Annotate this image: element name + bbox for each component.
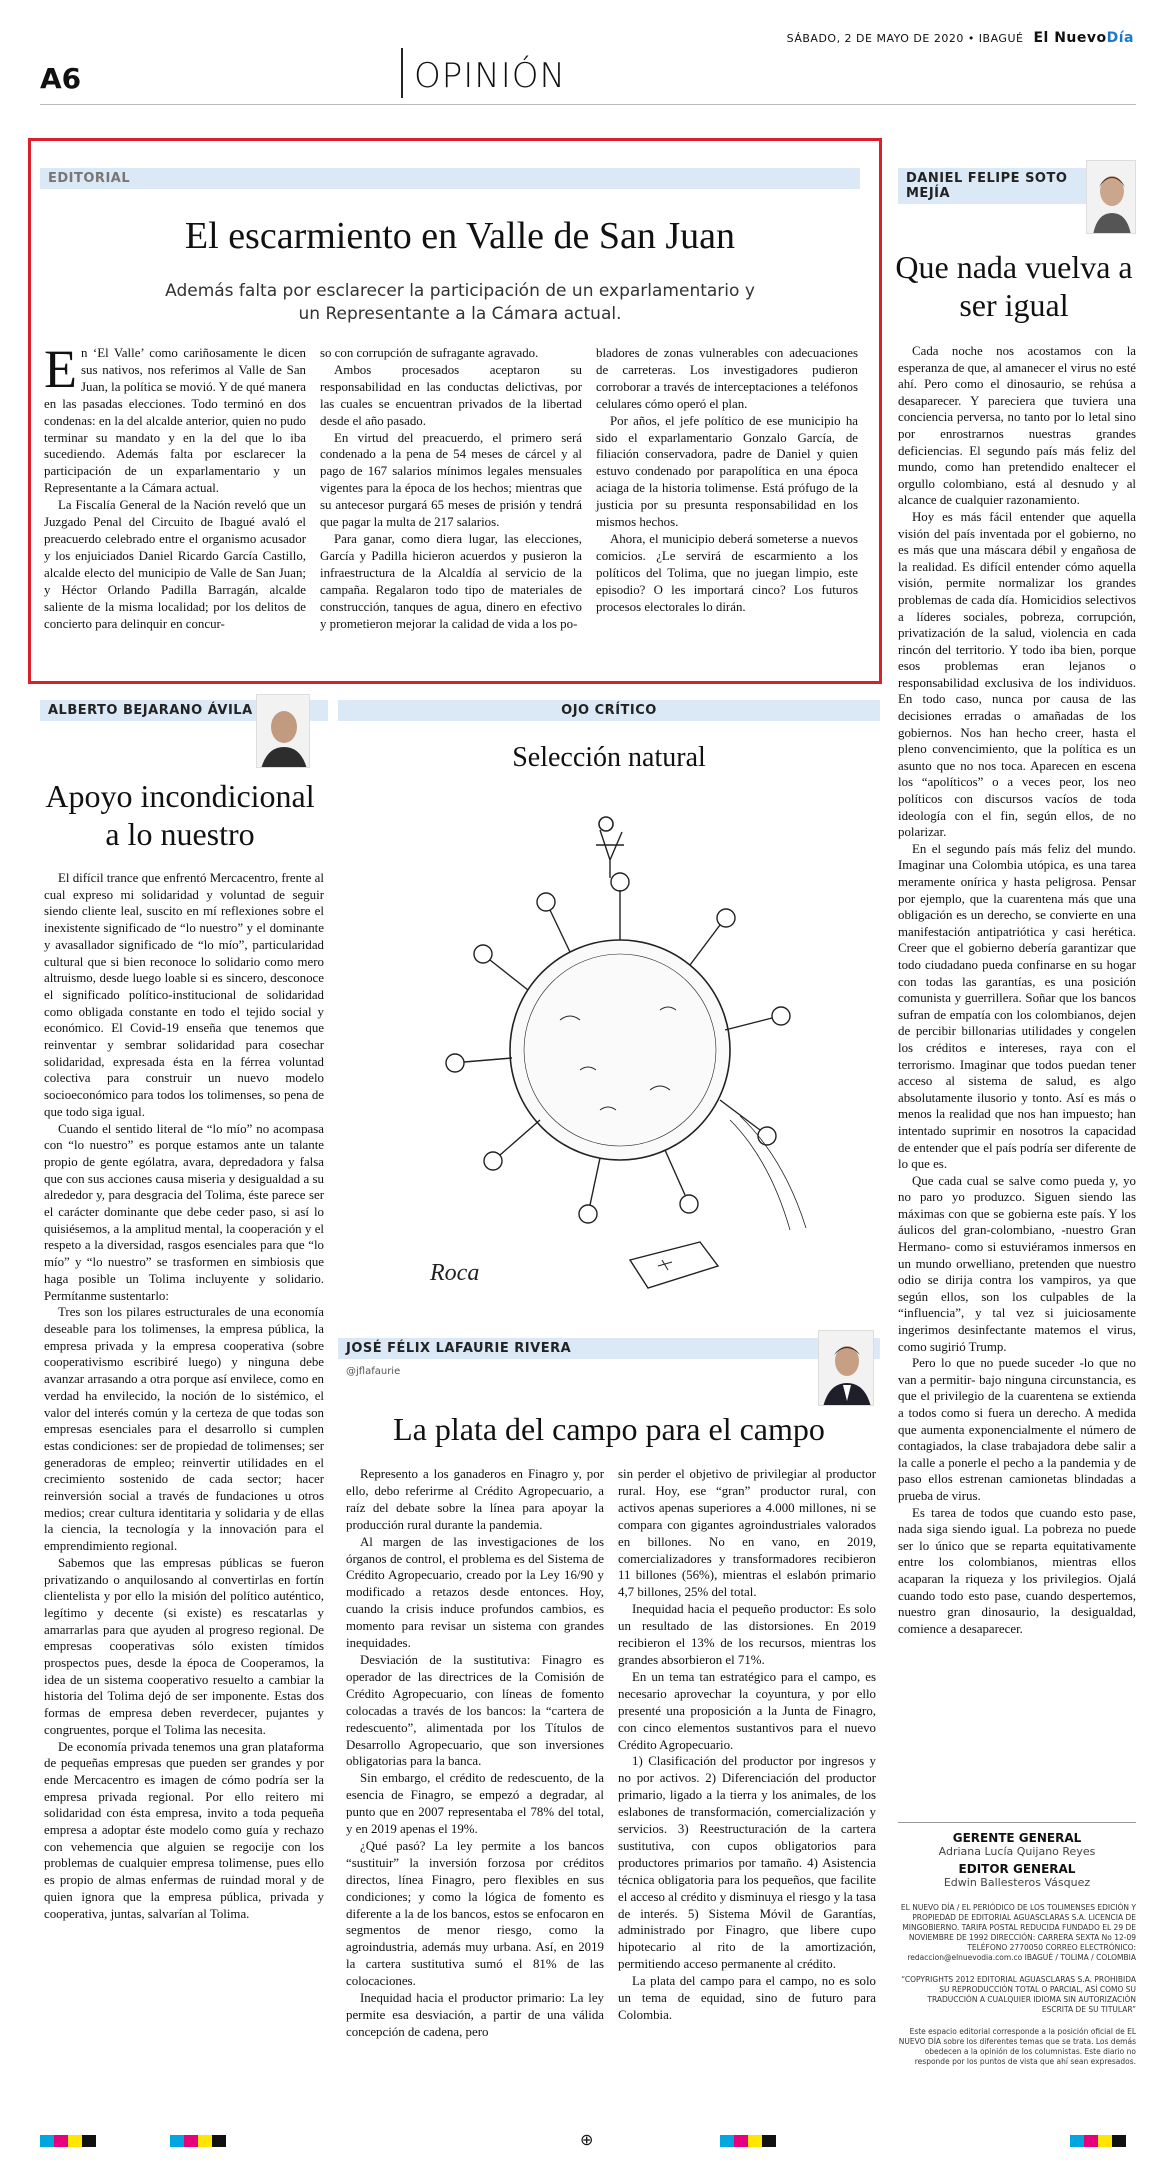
column-headline-soto: Que nada vuelva a ser igual (895, 249, 1133, 323)
author-label-bejarano: ALBERTO BEJARANO ÁVILA (40, 700, 328, 721)
author-label-lafaurie: JOSÉ FÉLIX LAFAURIE RIVERA (338, 1338, 880, 1359)
editorial-paragraph: En ‘El Valle’ como cariñosamente le dicen sus nativos, nos referimos al Valle de San Juan, la política se movió. Y de qué manera en las pasadas elecciones. Todo terminó en dos condenas: en la del alcalde anterior, quien no pudo terminar su mandato y en la del que lo iba sucediendo. Además falta por esclarecer la participación de un exparlamentario y un Representante a la Cámara actual. (44, 339, 306, 496)
column-paragraph: Hoy es más fácil entender que aquella visión del país inventada por el gobierno, no es más que una máscara débil y engañosa de la realidad. Es difícil entender cómo aquella visión, permite normalizar los grandes problemas de cada día. Homicidios selectivos a líderes sociales, pobreza, corrupción, privatización de la salud, violencia en cada rincón del territorio. Y todo iba bien, porque esos problemas eran lejanos o responsabilidad exclusiva de los individuos. En todo caso, nunca por causa de las decisiones erradas o amañadas de los gobiernos. Nos han hecho creer, hasta el pleno convencimiento, que la política es un asunto que no nos toca. Aparecen en escena los “apolíticos” o a veces peor, los neo políticos con discursos vacíos de toda ideología con el fin, según ellos, de no polarizar. (898, 509, 1136, 840)
author-portrait (818, 1330, 874, 1406)
column-paragraph: Tres son los pilares estructurales de una economía deseable para los tolimenses, la empresa pública, la empresa privada y la empresa cooperativa (sobre cooperativismo escribiré luego) y ninguna debe avanzar arrasando a otra porque así envilece, como en verdad ha envilecido, la noción de lo sistémico, el valor del interés común y la certeza de que todas son empresas esenciales para el desarrollo si cumplen estas condiciones: ser de propiedad de tolimenses; ser generadoras de empleo; reinvertir utilidades en el crecimiento sostenido de cada sector; hacer reinversión social a través de fundaciones u otros medios; crear cultura identitaria y solidaria y de ellas la ciencia, la tecnología y la innovación para el emprendimiento regional. (44, 1305, 324, 1554)
column-paragraph: El difícil trance que enfrentó Mercacentro, frente al cual expreso mi solidaridad y voluntad de seguir siendo cliente leal, suscito en mí reflexiones sobre el inexistente significado de “lo nuestro” y el dominante y avasallador significado de “lo mío”, particularidad cultural que si bien reconoce lo solidario como mero altruismo, desde luego loable si es sincero, desconoce el significado político-institucional de solidaridad como obligada constante en todo el tejido social y económico. El Covid-19 enseña que tenemos que reinventar y sembrar solidaridad para cosechar solidaridad, expresada ésta en la férrea voluntad colectiva para construir un nuevo modelo socioeconómico para todos los tolimenses, so pena de que todo siga igual. (44, 871, 324, 1119)
color-registration-bar (170, 2134, 226, 2152)
editorial-paragraph: Ahora, el municipio deberá someterse a nuevos comicios. ¿Le servirá de escarmiento a los políticos del Tolima, que no juegan limpio, este episodio? O les importará cinco? Los futuros procesos electorales lo dirán. (596, 531, 858, 614)
column-body-bejarano (44, 870, 324, 1922)
page-number: A6 (40, 62, 82, 95)
column-paragraph: Inequidad hacia el productor primario: La ley permite esa desviación, a partir de una válida concepción de cadena, pero (346, 1991, 604, 2039)
column-paragraph: ¿Qué pasó? La ley permite a los bancos “sustituir” la inversión forzosa por créditos directos, línea Finagro, pero flexibles en sus condiciones; y como la lógica de fomento es diferente a la de los bancos, estos se enfocaron en segmentos de menor riesgo, como la agroindustria, además muy urbana. Así, en 2019 la cartera sustitutiva sumó el 81% de las colocaciones. (346, 1838, 604, 1989)
editorial-column-3 (596, 345, 858, 616)
editorial-column-1 (44, 339, 306, 632)
column-paragraph: La plata del campo para el campo, no es solo un tema de equidad, sino de futuro para Colombia. (618, 1974, 876, 2022)
column-paragraph: Desviación de la sustitutiva: Finagro es operador de las directrices de la Comisión de Crédito Agropecuario, con líneas de fomento colocadas a través de los bancos: la “cartera de redescuento”, alimentada por los Títulos de Desarrollo Agropecuario, que son inversiones obligatorias para la banca. (346, 1652, 604, 1769)
color-registration-bar-right (1070, 2134, 1126, 2152)
color-registration-bar-left (40, 2134, 96, 2152)
column-paragraph: Es tarea de todos que cuando esto pase, nada siga siendo igual. La pobreza no puede ser lo único que se reparta equitativamente entre los colombianos, mientras ellos acaparan la riqueza y los privilegios. Ojalá cuando todo esto pase, cuando despertemos, nuestro gran dinosaurio, la desigualdad, comience a desaparecer. (898, 1505, 1136, 1636)
editorial-label: EDITORIAL (40, 168, 860, 189)
column-paragraph: Al margen de las investigaciones de los órganos de control, el problema es del Sistema de Crédito Agropecuario, creado por la Ley 16/90 y modificado a retazos desde entonces. Hoy, cuando la crisis induce profundos cambios, es momento para revisar un sistema con grandes inequidades. (346, 1534, 604, 1651)
column-paragraph: sin perder el objetivo de privilegiar al productor rural. Hoy, ese “gran” productor rural, con activos apenas superiores a 4.000 millones, ni se compara con gigantes agroindustriales valorados en billones. No en vano, en 2019, comercializadores y transformadores recibieron 11 billones (56%), mientras el eslabón primario 4,7 billones, 25% del total. (618, 1467, 876, 1600)
registration-crosshair-icon: ⊕ (580, 2132, 594, 2149)
editorial-paragraph: Por años, el jefe político de ese municipio ha sido el exparlamentario Gonzalo García, de filiación conservadora, padre de Daniel y quien estuvo condenado por parapolítica en una época aciaga de la historia tolimense. Está prófugo de la justicia por su presunta responsabilidad en los mismos hechos. (596, 413, 858, 530)
portrait-illustration (819, 1331, 874, 1406)
portrait-illustration (257, 695, 310, 768)
column-paragraph: Inequidad hacia el pequeño productor: Es solo un resultado de las distorsiones. En 2019 recibieron el 13% de los recursos, mientras los grandes absorbieron el 71%. (618, 1602, 876, 1667)
date-text: SÁBADO, 2 DE MAYO DE 2020 • IBAGUÉ (786, 32, 1024, 45)
cartoon-label: OJO CRÍTICO (338, 700, 880, 721)
section-title: OPINIÓN (414, 56, 566, 96)
editor-name: Edwin Ballesteros Vásquez (943, 1876, 1091, 1889)
editorial-paragraph: Ambos procesados aceptaron su responsabilidad en las conductas delictivas, por las cuales se encuentran privados de la libertad desde el año pasado. (320, 362, 582, 428)
column-paragraph: Que cada cual se salve como pueda y, yo no paro yo produzco. Siguen siendo las máximas con que se gobierna este país. Y los áulicos del gran-colombiano, -nuestro Gran Hermano- como si estuviéramos inmersos en un mundo orwelliano, pretenden que nuestro odio se dirija contra los vampiros, ya que según ellos, son los culpables de la “influencia”, y tal vez si juiciosamente ingerimos desinfectante matemos el virus, como sugirió Trump. (898, 1173, 1136, 1354)
editorial-disclaimer: Este espacio editorial corresponde a la posición oficial de EL NUEVO DÍA sobre los diferentes temas que se trata. Los demás obedecen a la opinión de los columnistas. Este diario no responde por los puntos de vista que ahí sean expresados. (898, 2027, 1136, 2066)
legal-info: EL NUEVO DÍA / EL PERIÓDICO DE LOS TOLIMENSES EDICIÓN Y PROPIEDAD DE EDITORIAL AGUASCLARAS S.A. LICENCIA DE MINGOBIERNO. TARIFA POSTAL REDUCIDA FUNDADO EL 29 DE NOVIEMBRE DE 1992 DIRECCIÓN: CARRERA SEXTA No 12-09 TELÉFONO 2770050 CORREO ELECTRÓNICO: redaccion@elnuevodia.com.co IBAGUÉ / TOLIMA / COLOMBIA (900, 1903, 1136, 1962)
author-portrait (1086, 160, 1136, 234)
cartoon-illustration (400, 790, 830, 1310)
editorial-paragraph: so con corrupción de sufragante agravado. (320, 346, 539, 360)
column-paragraph: Pero lo que no puede suceder -lo que no van a permitir- bajo ninguna circunstancia, es que el privilegio de la cuarentena se extienda a todos como si fuera un derecho. A medida que aumenta exponencialmente el número de contagiados, la clase trabajadora debe salir a la calle a ponerle el pecho a la pandemia y de paso ellos estrenan camionetas blindadas a prueba de virus. (898, 1356, 1136, 1503)
column-paragraph: Sabemos que las empresas públicas se fueron privatizando o anquilosando al convertirlas en fortín clientelista y por ello la misión del político auténtico, legítimo y decente (si existe) es rescatarlas y amarrarlas para que ayuden al progreso regional. De empresas cooperativas sólo existen tímidos prospectos pues, desde la época de Cooperamos, la idea de un sistema cooperativo resuelto a cambiar la historia del Tolima dejó de ser imponente. Estas dos formas de empresa deben reverdecer, pujantes y congruentes, porque el Tolima las necesita. (44, 1555, 324, 1737)
column-paragraph: Cada noche nos acostamos con la esperanza de que, al amanecer el virus no esté ahí. Pero como el dinosaurio, se rehúsa a desaparecer. Y pareciera que tuviera una conciencia perversa, no tanto por lo letal sino por enrostrarnos nuestras grandes deficiencias. El segundo país más feliz del mundo, como han pretendido enaltecer el orgullo colombiano, está al desnudo y al alcance de cualquier razonamiento. (898, 344, 1136, 508)
editorial-deck: Además falta por esclarecer la participación de un exparlamentario y un Representante a la Cámara actual. (165, 281, 755, 324)
editor-label: EDITOR GENERAL (958, 1862, 1076, 1876)
copyright-notice: “COPYRIGHTS 2012 EDITORIAL AGUASCLARAS S.A. PROHIBIDA SU REPRODUCCIÓN TOTAL O PARCIAL, ASÍ COMO SU TRADUCCIÓN A CUALQUIER IDIOMA SIN AUTORIZACIÓN ESCRITA DE SU TITULAR” (901, 1975, 1136, 2014)
gerente-label: GERENTE GENERAL (952, 1831, 1082, 1845)
gerente-name: Adriana Lucía Quijano Reyes (938, 1845, 1096, 1858)
section-divider (401, 48, 403, 98)
column-body-lafaurie-2 (618, 1466, 876, 2024)
cartoonist-signature: Roca (430, 1260, 480, 1286)
date-line (787, 30, 1134, 46)
column-paragraph: En el segundo país más feliz del mundo. Imaginar una Colombia utópica, es una tarea meramente onírica y hasta peligrosa. Pensar por ejemplo, que la cuarentena más que una obligación es un derecho, se convierte en una manifestación antipatriótica y casi herética. Creer que el gobierno debería garantizar que todo ciudadano pueda confinarse en su hogar con todas las garantías, es una posición comunista y guerrillera. Soñar que los bancos sufran de empatía con los colombianos, dejen de percibir billonarias utilidades y congelen los créditos e intereses, raya con el terrorismo. Imaginar que todos puedan tener acceso al sistema de salud, es algo absolutamente ilusorio y tonto. Así es más o menos la realidad que nos han impuesto; han intentado suprimir en nosotros la capacidad de entender que el país podría ser diferente de lo que es. (898, 841, 1136, 1172)
editorial-paragraph: Para ganar, como diera lugar, las elecciones, García y Padilla hicieron acuerdos y pusieron la infraestructura de la Alcaldía al servicio de la campaña. Regalaron todo tipo de materiales de construcción, tanques de agua, dinero en efectivo y prometieron mejorar la calidad de vida a los po- (320, 531, 582, 631)
column-paragraph: Sin embargo, el crédito de redescuento, de la esencia de Finagro, se empezó a degradar, al punto que en 2007 representaba el 78% del total, y en 2019 apenas el 19%. (346, 1771, 604, 1837)
author-portrait (256, 694, 310, 768)
column-paragraph: Represento a los ganaderos en Finagro y, por ello, debo referirme al Crédito Agropecuario, a raíz del debate sobre la línea para apoyar la producción rural durante la pandemia. (346, 1467, 604, 1532)
column-headline-bejarano: Apoyo incondicional a lo nuestro (45, 778, 315, 852)
header-rule (40, 104, 1136, 105)
column-headline-lafaurie: La plata del campo para el campo (393, 1411, 825, 1447)
editorial-paragraph: bladores de zonas vulnerables con adecuaciones de carreteras. Los investigadores pudieron corroborar a través de interceptaciones a teléfonos celulares cómo operó el plan. (596, 346, 858, 411)
editorial-column-2 (320, 345, 582, 632)
newspaper-logo: El NuevoDía (1033, 30, 1134, 46)
editorial-paragraph: En virtud del preacuerdo, el primero será condenado a la pena de 54 meses de cárcel y al pago de 167 salarios mínimos legales mensuales vigentes para la época de los hechos; mientras que su antecesor purgará 65 meses de prisión y tendrá que pagar la multa de 217 salarios. (320, 430, 582, 530)
color-registration-bar (720, 2134, 776, 2152)
column-body-soto (898, 343, 1136, 1637)
column-paragraph: De economía privada tenemos una gran plataforma de pequeñas empresas que pueden ser grandes y por ende Mercacentro es imagen de cómo podría ser la empresa privada regional. Por ello reitero mi solidaridad con ésta empresa, invito a toda pequeña empresa a adoptar éste modelo como guía y rechazo con vehemencia que alguien se regocije con los problemas de cualquier empresa tolimense, pues ello es propio de almas enfermas de ruindad moral y de quien ignora que la empresa pública, privada y cooperativa, juntas, salvarían al Tolima. (44, 1739, 324, 1921)
cartoon-title: Selección natural (512, 742, 706, 773)
author-handle: @jflafaurie (346, 1366, 401, 1377)
column-paragraph: En un tema tan estratégico para el campo, es necesario aprovechar la coyuntura, y por ello presenté una proposición a la Junta de Finagro, con cinco elementos sustantivos para el nuevo Crédito Agropecuario. (618, 1669, 876, 1752)
column-paragraph: 1) Clasificación del productor por ingresos y no por activos. 2) Diferenciación del productor primario, ligado a la tierra y los animales, de los eslabones de transformación, comercialización y servicios. 3) Reestructuración de la cartera sustitutiva, con cupos obligatorios para productores primarios por tamaño. 4) Asistencia técnica obligatoria para los pequeños, que facilite el acceso al crédito y disminuya el riesgo y la tasa de interés. 5) Sistema Móvil de Garantías, administrado por Finagro, que libere cupo hipotecario al rito de la amortización, permitiendo acceso permanente al crédito. (618, 1754, 876, 1972)
column-body-lafaurie-1 (346, 1466, 604, 2041)
author-label-soto: DANIEL FELIPE SOTO MEJÍA (898, 168, 1134, 204)
editorial-headline: El escarmiento en Valle de San Juan (184, 215, 736, 257)
masthead (898, 1822, 1136, 2067)
portrait-illustration (1087, 161, 1136, 234)
editorial-paragraph: La Fiscalía General de la Nación reveló que un Juzgado Penal del Circuito de Ibagué avaló el preacuerdo celebrado entre el organismo acusador y los enjuiciados Daniel Ricardo García Castillo, alcalde electo del municipio de Valle de San Juan; y Héctor Orlando Padilla Barragán, alcalde saliente de la misma localidad; por los delitos de concierto para delinquir en concur- (44, 498, 306, 631)
column-paragraph: Cuando el sentido literal de “lo mío” no acompasa con “lo nuestro” es porque estamos ante un talante propio de gente ególatra, avara, depredadora y falsa que con sus acciones causa miseria y desigualdad a su alrededor y, para desgracia del Tolima, éste parece ser el carácter dominante que debe ceder paso, si así lo quisiésemos, a la amplitud mental, la cooperación y el respeto a la diversidad, rasgos esenciales para que “lo mío” y “lo nuestro” se trasformen en simbiosis que haga posible un Tolima incluyente y solidario. Permítanme sustentarlo: (44, 1121, 324, 1303)
